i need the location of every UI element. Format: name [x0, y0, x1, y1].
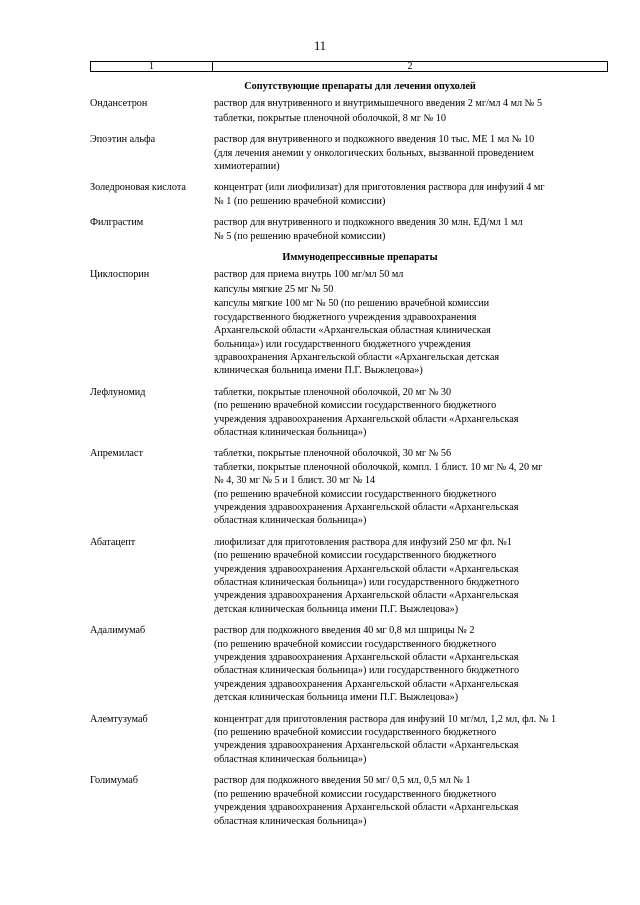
dosage-form	[214, 181, 614, 208]
table-header-row	[90, 61, 608, 72]
description-line: учреждения здравоохранения Архангельской области «Архангельская	[214, 678, 519, 690]
drug-description	[214, 268, 620, 378]
description-line: раствор для подкожного введения 40 мг 0,8 мл шприцы № 2	[214, 625, 475, 637]
drug-name: Эпоэтин альфа	[90, 134, 156, 146]
drug-row	[90, 97, 620, 126]
description-line: государственного бюджетного учреждения здравоохранения	[214, 311, 477, 323]
dosage-form	[214, 386, 614, 440]
drug-row	[90, 774, 620, 829]
description-line: концентрат для приготовления раствора для инфузий 10 мг/мл, 1,2 мл, фл. № 1	[214, 713, 557, 725]
description-line: областная клиническая больница») или государственного бюджетного	[214, 665, 520, 677]
dosage-form	[214, 216, 614, 243]
description-line: областная клиническая больница»)	[214, 426, 367, 438]
description-line: раствор для внутривенного и внутримышечного введения 2 мг/мл 4 мл № 5	[214, 98, 543, 110]
dosage-form	[214, 624, 614, 704]
description-line: учреждения здравоохранения Архангельской области «Архангельская	[214, 652, 519, 664]
description-line: (по решению врачебной комиссии государственного бюджетного	[214, 788, 497, 800]
drug-name: Золедроновая кислота	[90, 182, 186, 194]
description-line: больница») или государственного бюджетного учреждения	[214, 338, 471, 350]
description-line: лиофилизат для приготовления раствора для инфузий 250 мг фл. №1	[214, 536, 512, 548]
drug-row	[90, 216, 620, 244]
description-line: учреждения здравоохранения Архангельской области «Архангельская	[214, 590, 519, 602]
drug-name: Ондансетрон	[90, 98, 148, 110]
description-line: областная клиническая больница»)	[214, 515, 367, 527]
drug-description	[214, 713, 620, 768]
drug-row	[90, 268, 620, 378]
description-line: учреждения здравоохранения Архангельской области «Архангельская	[214, 501, 519, 513]
drug-row	[90, 713, 620, 768]
drug-name: Апремиласт	[90, 448, 143, 460]
description-line: таблетки, покрытые пленочной оболочкой, 30 мг № 56	[214, 448, 452, 460]
drug-row	[90, 447, 620, 528]
dosage-form	[214, 268, 614, 281]
drug-name: Филграстим	[90, 217, 144, 229]
description-line: (по решению врачебной комиссии государственного бюджетного	[214, 727, 497, 739]
description-line: (по решению врачебной комиссии государственного бюджетного	[214, 488, 497, 500]
dosage-form	[214, 133, 614, 173]
description-line: детская клиническая больница имени П.Г. Выжлецова»)	[214, 692, 459, 704]
drug-list	[90, 80, 620, 836]
section-title: Сопутствующие препараты для лечения опухолей	[244, 81, 476, 92]
description-line: № 1 (по решению врачебной комиссии)	[214, 195, 386, 207]
drug-row	[90, 386, 620, 441]
drug-name: Циклоспорин	[90, 269, 150, 281]
drug-description	[214, 774, 620, 829]
description-line: областная клиническая больница»)	[214, 753, 367, 765]
section-title: Иммунодепрессивные препараты	[282, 252, 438, 264]
drug-name: Голимумаб	[90, 775, 138, 787]
drug-name: Алемтузумаб	[90, 713, 148, 725]
dosage-form	[214, 536, 614, 616]
drug-description	[214, 133, 620, 174]
dosage-form	[214, 112, 614, 125]
description-line: детская клиническая больница имени П.Г. Выжлецова»)	[214, 603, 459, 615]
dosage-form	[214, 283, 614, 296]
drug-description	[214, 447, 620, 528]
drug-row	[90, 536, 620, 617]
description-line: учреждения здравоохранения Архангельской области «Архангельская	[214, 413, 519, 425]
description-line: химиотерапии)	[214, 161, 280, 173]
drug-row	[90, 181, 620, 209]
description-line: раствор для внутривенного и подкожного введения 10 тыс. МЕ 1 мл № 10	[214, 134, 535, 146]
description-line: № 5 (по решению врачебной комиссии)	[214, 230, 386, 242]
description-line: здравоохранения Архангельской области «Архангельская детская	[214, 351, 500, 363]
description-line: (для лечения анемии у онкологических больных, вызванной проведением	[214, 147, 534, 159]
drug-name: Адалимумаб	[90, 625, 146, 637]
description-line: областная клиническая больница»)	[214, 815, 367, 827]
description-line: концентрат (или лиофилизат) для приготовления раствора для инфузий 4 мг	[214, 182, 545, 194]
description-line: раствор для приема внутрь 100 мг/мл 50 мл	[214, 269, 404, 281]
dosage-form	[214, 447, 614, 527]
description-line: учреждения здравоохранения Архангельской области «Архангельская	[214, 802, 519, 814]
description-line: капсулы мягкие 25 мг № 50	[214, 283, 334, 295]
drug-description	[214, 536, 620, 617]
drug-name: Лефлуномид	[90, 386, 146, 398]
description-line: капсулы мягкие 100 мг № 50 (по решению врачебной комиссии	[214, 298, 490, 310]
header-col-2: 2	[407, 61, 413, 72]
description-line: Архангельской области «Архангельская областная клиническая	[214, 325, 491, 337]
dosage-form	[214, 297, 614, 377]
drug-name: Абатацепт	[90, 536, 136, 548]
description-line: учреждения здравоохранения Архангельской области «Архангельская	[214, 740, 519, 752]
description-line: учреждения здравоохранения Архангельской области «Архангельская	[214, 563, 519, 575]
dosage-form	[214, 774, 614, 828]
dosage-form	[214, 713, 614, 767]
drug-description	[214, 97, 620, 126]
description-line: раствор для внутривенного и подкожного введения 30 млн. ЕД/мл 1 мл	[214, 217, 523, 229]
drug-row	[90, 624, 620, 705]
description-line: областная клиническая больница») или государственного бюджетного	[214, 577, 520, 588]
description-line: № 4, 30 мг № 5 и 1 блист. 30 мг № 14	[214, 475, 376, 487]
drug-description	[214, 386, 620, 441]
description-line: (по решению врачебной комиссии государственного бюджетного	[214, 400, 497, 412]
drug-description	[214, 181, 620, 209]
header-col-1: 1	[91, 62, 213, 71]
description-line: (по решению врачебной комиссии государственного бюджетного	[214, 638, 497, 650]
description-line: раствор для подкожного введения 50 мг/ 0,5 мл, 0,5 мл № 1	[214, 775, 471, 787]
description-line: клиническая больница имени П.Г. Выжлецова»)	[214, 365, 423, 377]
drug-description	[214, 624, 620, 705]
dosage-form	[214, 97, 614, 110]
description-line: таблетки, покрытые пленочной оболочкой, 8 мг № 10	[214, 112, 446, 124]
description-line: таблетки, покрытые пленочной оболочкой, компл. 1 блист. 10 мг № 4, 20 мг	[214, 461, 543, 473]
drug-row	[90, 133, 620, 174]
drug-description	[214, 216, 620, 244]
description-line: таблетки, покрытые пленочной оболочкой, 20 мг № 30	[214, 386, 452, 398]
description-line: (по решению врачебной комиссии государственного бюджетного	[214, 550, 497, 562]
page-number: 11	[313, 39, 327, 53]
